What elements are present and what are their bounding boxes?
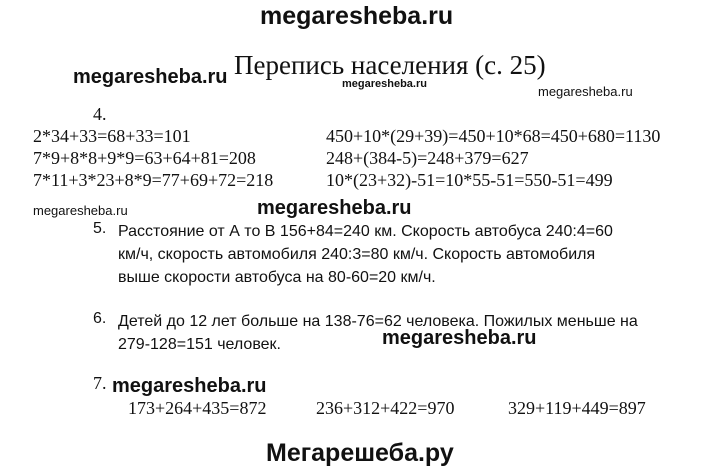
expression-line: 10*(23+32)-51=10*55-51=550-51=499	[326, 170, 613, 190]
expression-line: 7*11+3*23+8*9=77+69+72=218	[33, 170, 274, 190]
task-5-text	[118, 220, 613, 289]
text-line: км/ч, скорость автомобиля 240:3=80 км/ч. Скорость автомобиля	[118, 246, 596, 263]
task-7-expression: 173+264+435=872	[128, 398, 267, 418]
task-7-expression: 329+119+449=897	[508, 398, 646, 418]
page-title: Перепись населения (с. 25)	[234, 50, 546, 80]
site-watermark: megaresheba.ru	[112, 375, 267, 397]
task-7-number: 7.	[93, 373, 107, 393]
site-watermark-top: megaresheba.ru	[260, 2, 454, 30]
task-5-number: 5.	[93, 220, 107, 237]
expression-line: 2*34+33=68+33=101	[33, 126, 191, 146]
site-watermark: megaresheba.ru	[538, 84, 633, 99]
expression-line: 450+10*(29+39)=450+10*68=450+680=1130	[326, 126, 661, 146]
expression-line: 7*9+8*8+9*9=63+64+81=208	[33, 148, 256, 168]
site-watermark: megaresheba.ru	[382, 327, 537, 349]
site-watermark: megaresheba.ru	[73, 66, 228, 88]
task-7-expression: 236+312+422=970	[316, 398, 455, 418]
text-line: Расстояние от А то В 156+84=240 км. Скорость автобуса 240:4=60	[118, 223, 613, 240]
text-line: 279-128=151 человек.	[118, 336, 281, 353]
task-4-number: 4.	[93, 104, 107, 124]
expression-line: 248+(384-5)=248+379=627	[326, 148, 529, 168]
site-watermark: megaresheba.ru	[257, 197, 412, 219]
task-4-left-column	[33, 125, 273, 191]
site-footer-brand: Мегарешеба.ру	[266, 439, 454, 467]
site-watermark: megaresheba.ru	[33, 203, 128, 218]
task-4-right-column	[326, 125, 660, 191]
site-watermark: megaresheba.ru	[342, 78, 427, 90]
text-line: выше скорости автобуса на 80-60=20 км/ч.	[118, 269, 436, 286]
task-6-text	[118, 310, 638, 356]
text-line: Детей до 12 лет больше на 138-76=62 человека. Пожилых меньше на	[118, 313, 638, 330]
task-6-number: 6.	[93, 310, 107, 327]
